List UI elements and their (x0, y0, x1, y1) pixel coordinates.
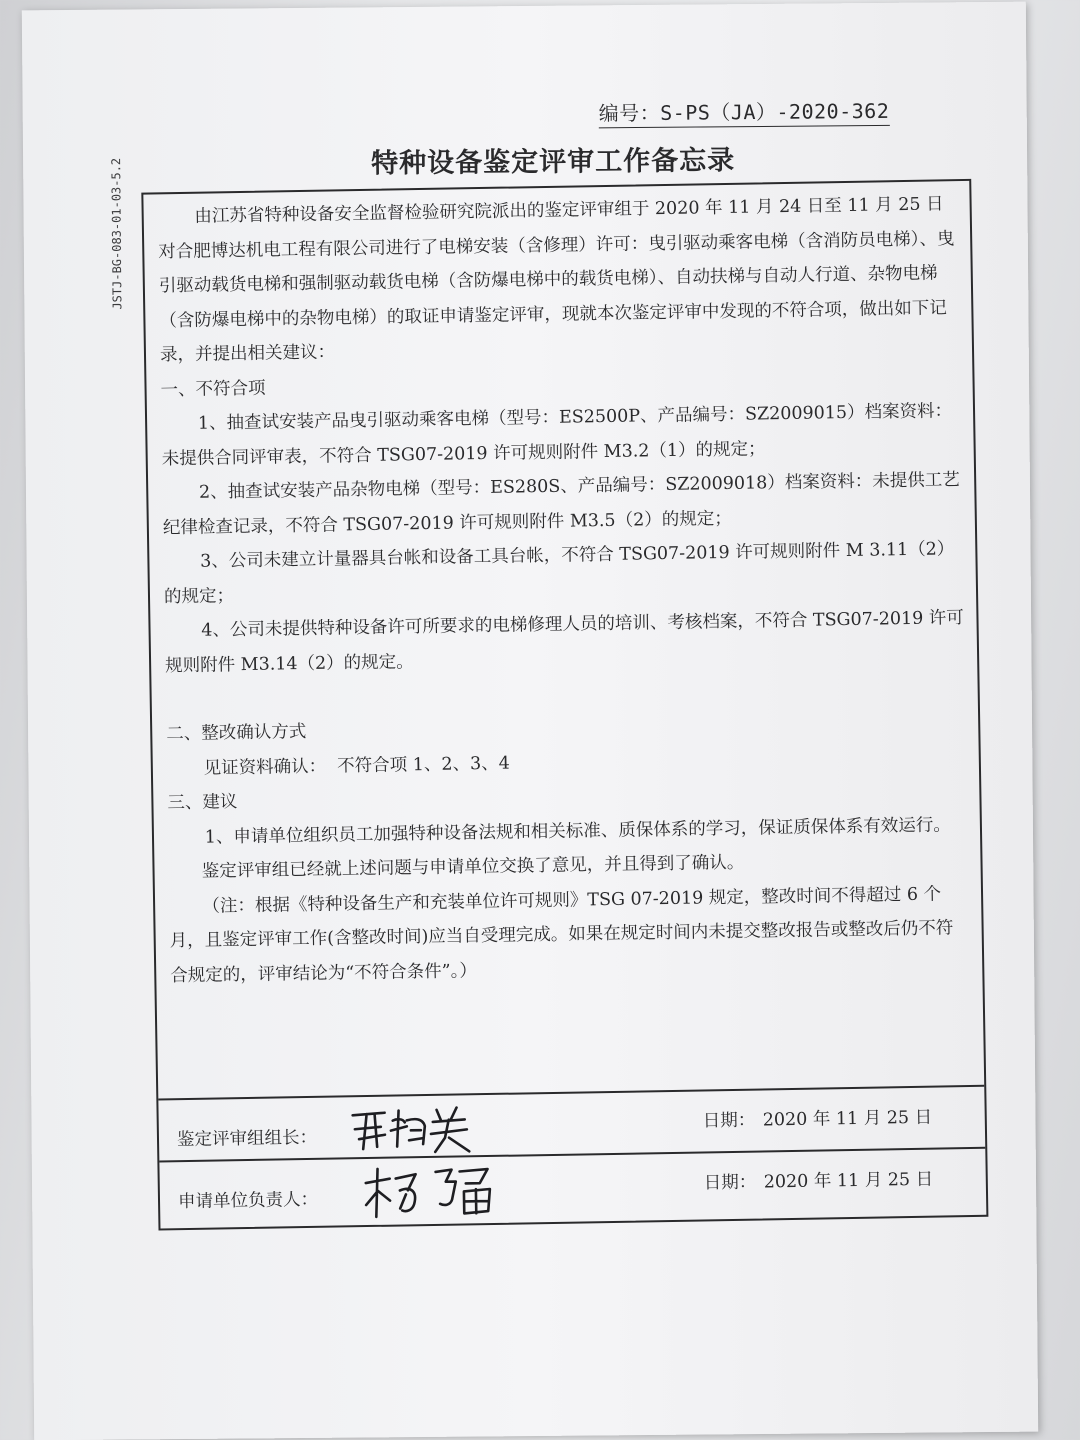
suggestion-item-1: 1、申请单位组织员工加强特种设备法规和相关标准、质保体系的学习，保证质保体系有效运行。 (204, 814, 951, 848)
memo-content (157, 187, 970, 993)
document-title: 特种设备鉴定评审工作备忘录 (370, 145, 736, 180)
leader-label: 鉴定评审组组长： (176, 1127, 318, 1151)
section-heading-rectification: 二、整改确认方式 (166, 721, 307, 745)
paper-sheet (22, 2, 1038, 1440)
applicant-date-label: 日期： (703, 1172, 757, 1194)
applicant-signature (359, 1159, 500, 1223)
nonconformity-item-4: 4、公司未提供特种设备许可所要求的电梯修理人员的培训、考核档案，不符合 TSG07-2019 许可规则附件 M3.14（2）的规定。 (164, 608, 965, 676)
applicant-label: 申请单位负责人： (177, 1189, 319, 1213)
leader-date-label: 日期： (702, 1110, 756, 1132)
leader-signature (344, 1099, 505, 1158)
nonconformity-item-2: 2、抽查试安装产品杂物电梯（型号：ES280S、产品编号：SZ2009018）档案资料：未提供工艺纪律检查记录，不符合 TSG07-2019 许可规则附件 M3.5（2）的规定； (162, 470, 960, 538)
form-code: JSTJ-BG-083-01-03-5.2 (109, 157, 125, 310)
applicant-signature-row (159, 1149, 986, 1223)
intro-paragraph: 由江苏省特种设备安全监督检验研究院派出的鉴定评审组于 2020 年 11 月 24 日至 11 月 25 日对合肥博达机电工程有限公司进行了电梯安装（含修理）许可：曳引驱动乘客电梯（含消防员电梯）、曳引驱动载货电梯和强制驱动载货电梯（含防爆电梯中的载货电梯）、自动扶梯与自动人行道、杂物电梯（含防爆电梯中的杂物电梯）的取证申请鉴定评审，现就本次鉴定评审中发现的不符合项，做出如下记录，并提出相关建议： (158, 194, 955, 366)
confirmation-text: 鉴定评审组已经就上述问题与申请单位交换了意见，并且得到了确认。 (201, 852, 745, 882)
nonconformity-item-1: 1、抽查试安装产品曳引驱动乘客电梯（型号：ES2500P、产品编号：SZ2009015）档案资料：未提供合同评审表，不符合 TSG07-2019 许可规则附件 M3.2（1）的规定； (161, 401, 953, 469)
section-heading-suggestions: 三、建议 (167, 792, 238, 814)
rectification-method: 见证资料确认： 不符合项 1、2、3、4 (203, 753, 510, 779)
applicant-date: 2020 年 11 月 25 日 (763, 1169, 934, 1193)
section-heading-nonconformities: 一、不符合项 (160, 378, 266, 400)
note-text: （注：根据《特种设备生产和充装单位许可规则》TSG 07-2019 规定，整改时间不得超过 6 个月，且鉴定评审工作(含整改时间)应当自受理完成。如果在规定时间内未提交整改报告或整改后仍不符合规定的，评审结论为“不符合条件”。） (169, 883, 954, 986)
memo-frame (141, 179, 988, 1231)
nonconformity-item-3: 3、公司未建立计量器具台帐和设备工具台帐，不符合 TSG07-2019 许可规则附件 M 3.11（2）的规定； (163, 539, 955, 607)
leader-date: 2020 年 11 月 25 日 (762, 1107, 933, 1131)
document-number: 编号：S-PS（JA）-2020-362 (599, 95, 890, 129)
